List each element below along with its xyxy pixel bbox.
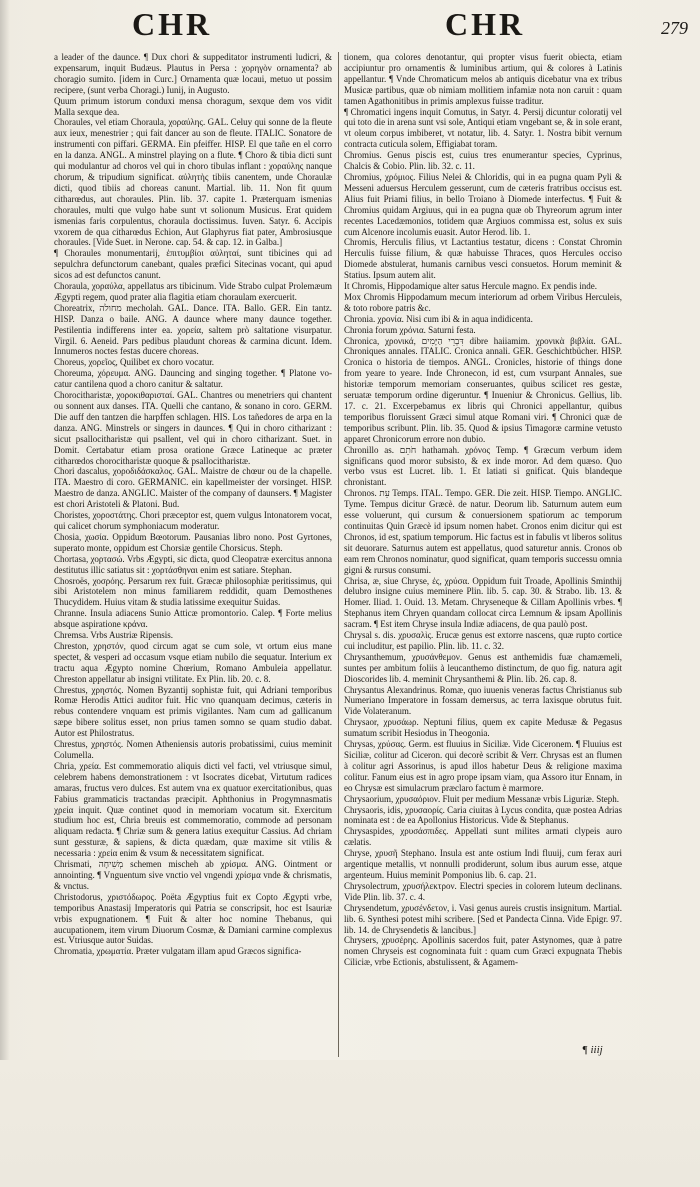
- running-head-left: CHR: [132, 6, 213, 42]
- dictionary-entry: ¶ Chromatici ingens inquit Comutus, in Satyr. 4. Persij dicuntur coloratij vel qui toto die in arena sunt vsi sole, Antiqui etiam vngebant se, & in sole erant, vt oleum corpus imbiberet, vt notatur, lib. 4. Satyr. 1. Nostra bibit vernum contracta cuticula solem, Effigiabat toram.: [344, 106, 622, 150]
- dictionary-entry: tionem, qua colores denotantur, qui propter visus fuerit obiecta, etiam accipiuntur pro ornamentis & luminibus artium, qui & colores à Latinis appellantur. ¶ Vnde Chromaticum melos ab antiquis dicebatur vna ex tribus Musicæ partibus, quæ ob nimiam mollitiem infamiæ nota non caruit : quam tamen Agathonitibus in primis amplexus fuisse traditur.: [344, 52, 622, 106]
- dictionary-entry: Chrysolectrum, χρυσήλεκτρον. Electri species in colorem luteum declinans. Vide Plin. lib. 37. c. 4.: [344, 880, 622, 902]
- dictionary-entry: Chrysanthemum, χρυσάνθεμον. Genus est anthemidis fuæ chamæmeli, suntes per ambitum foliis à leucanthemo distinctum, de quo fig. natura agit Dioscorides lib. 4. meminit Chrysanthemi & Plin. lib. 26. cap. 8.: [344, 651, 622, 684]
- dictionary-entry: Christodorus, χριστόδωρος. Poëta Ægyptius fuit ex Copto Ægypti vrbe, temporibus Anastasij Imperatoris qui Patria se conscripsit, hoc est Isauriæ vrbis expugnationem. ¶ Fuit & alter hoc nomine Thebanus, qui aucupationem, item virum Diuorum Cosmæ, & Damiani carmine complexus est. Vtriusque autor Suidas.: [54, 891, 332, 946]
- dictionary-entry: Chremsa. Vrbs Austriæ Ripensis.: [54, 630, 174, 641]
- dictionary-entry: Choreus, χορεῖος, Quilibet ex choro vocatur.: [54, 357, 215, 368]
- dictionary-entry: Chrestus, χρηστός. Nomen Byzantij sophistæ fuit, qui Adriani temporibus Romæ Herodis Attici auditor fuit. Hic vno quanquam decimus, cæteris in rebus contendere vnquam est primis vigilantes. Nam cum ad gallicanum sæpe bibere solitus esset, non prius tamen somno se quam studio dabat. Autor est Philostratus.: [54, 684, 332, 739]
- left-column: [54, 52, 332, 1062]
- page-number: 279: [661, 18, 688, 38]
- dictionary-entry: Chori dascalus, χοροδιδάσκαλος. GAL. Maistre de chœur ou de la chapelle. ITA. Maestro di coro. GERMANIC. ein kapellmeister der vorsinget. HISP. Maestro de danza. ANGLIC. Maister of the company of daunsers. ¶ Magister est chori Aristoteli & Platoni. Bud.: [54, 466, 332, 510]
- dictionary-entry: Choreatrix, מחולה mecholah. GAL. Dance. ITA. Ballo. GER. Ein tantz. HISP. Danza o baile. ANG. A daunce where many daunce together. Pestilentia indifferens inter ea. χορεία, saltem prò saltatione visurpatur. Virgil. 6. Aeneid. Pars pedibus plaudunt choreas & carmina dicunt. Idem. Innumeros noctes festas ducere choreas.: [54, 302, 332, 357]
- dictionary-entry: Mox Chromis Hippodamum mecum interiorum ad orbem Viribus Herculeis, & toto robore patris &c.: [344, 291, 622, 313]
- dictionary-entry: Chryse, χρυσῆ Stephano. Insula est ante ostium Indi fluuij, cum ferax auri argentique metallis, vt nonnulli prodiderunt, solum ibus aurum esse, atque argenteum. Huius meminit Pomponius lib. 6. cap. 21.: [344, 848, 622, 880]
- dictionary-entry: Chronos. עֵת Temps. ITAL. Tempo. GER. Die zeit. HISP. Tiempo. ANGLIC. Tyme. Tempus dicitur Græcè. de natur. Deorum lib. Saturnum autem eum esse voluerunt, qui cursum & conuersionem spatiorum ac temporum continuitas Quin Græcè id ipsum nomen habet. Cronos enim dicitur qui est Chronos, id est, spatium temporum. Hic factus est in fabulis vt liberos solitus sit deuorare. Saturnus autem est appellatus, quod saturetur annis. Cronos ob eam rem Chronos nominatur, quod significat, quam temporis successu omnia gigni & rursus consumi.: [344, 488, 622, 575]
- column-divider: [338, 52, 339, 1057]
- dictionary-entry: Chronillo as. חֹתֵם hathamah. χρόνος Temp. ¶ Græcum verbum idem significans quod moror subsisto, & ex inde moror. Ad dem quæso. Quo verbo vsus est Lucret. lib. 1. Et latiati si gnificat. Quis blandeque chronistant.: [344, 444, 622, 488]
- dictionary-entry: Choraules, vel etiam Choraula, χοραύλης. GAL. Celuy qui sonne de la fleute aux ieux, menestrier ; qui fait dancer au son de fleute. ITALIC. Sonatore de instrumenti con piffari. GERMA. Ein pfeiffer. HISP. El que tañe en el corro en la danza. ANGL. A minstrel playing on a flute. ¶ Choro & tibia dicti sunt qui modulantur ad choros vel qui in choro tibulas inflant : χοραύλης nanque chorum, & tripudium significat. αὐλητὴς tibiis canentem, unde Choraulæ dicti, quod tibiis ad choreas canunt. Martial. lib. 11. Non fit quum citharœdus, aut choraules. Plin. lib. 37. capite 1. Præterquam ismenias choraules, multi que vulgo habe sunt vt solionum Musicus. Erat quidem ismenias faris corpulentus, choraula doctissimus. Iuven. Satyr. 6. Accipis vxorem de qua citharœdus Echion, Aut Glaphyrus fiat pater, Ambrosiusque choraules. [Vide Suet. in Nerone. cap. 54. & cap. 12. in Galba.]: [54, 117, 332, 248]
- dictionary-entry: ¶ Choraules monumentarij, ἐπιτυμβίοι αὐληταί, sunt tibicines qui ad sepulchra defunctorum canebant, quales præfici Sitecinas vocant, qui apud sicos ad est defunctos canunt.: [54, 248, 332, 281]
- dictionary-entry: Chrysaorium, χρυσαόριον. Fluit per medium Messanæ vrbis Liguriæ. Steph.: [344, 793, 619, 804]
- dictionary-entry: Chrismati, מְשִׁיחָה schemen mischeh ab χρίσμα. ANG. Ointment or annointing. ¶ Vnguentum sive vnctio vel vngendi χρίσμα vnde & chrismatis, & vnctus.: [54, 859, 332, 891]
- dictionary-entry: Chromius, χρόμιος. Filius Nelei & Chloridis, qui in ea pugna quam Pyli & Messeni aduersus Herculem gesserunt, cum de cæteris fratribus occisus est. Alius fuit Priami filius, in bello Troiano à Diomede interfectus. ¶ Fuit & Chromius quidam Argiuus, qui in ea pugna quæ ob Thyreorum agrum inter recentes Lacedæmonios, totidem quæ Argiuos commissa est, solus ex suis cum Alcenore incolumis euasit. Autor Herod. lib. 1.: [344, 171, 622, 237]
- dictionary-entry: Chronia forum χρόνια. Saturni festa.: [344, 324, 476, 335]
- dictionary-entry: Chromius. Genus piscis est, cuius tres enumerantur species, Cyprinus, Chalcis & Cobio. Plin. lib. 32. c. 11.: [344, 150, 622, 172]
- dictionary-entry: Chrysaoris, idis, χρυσαορίς. Caria ciuitas à Lycus condita, quæ postea Adrias nominata est : de ea Apollonius Historicus. Vide & Stephanus.: [344, 804, 622, 826]
- dictionary-entry: Chranne. Insula adiacens Sunio Atticæ promontorio. Calep. ¶ Forte melius absque aspiratione κράνα.: [54, 608, 332, 630]
- dictionary-entry: Chosroës, χοσρόης. Persarum rex fuit. Græcæ philosophiæ peritissimus, qui sibi Aristotelem non minus familiarem reddidit, quam Demosthenes Thucydidem. Huius vitam & studia latissime exequitur Suidas.: [54, 575, 332, 608]
- dictionary-entry: Chorocitharistæ, χοροκιθαρισταί. GAL. Chantres ou menetriers qui chantent ou sonnent aux danses. ITA. Quelli che cantano, & sonano in coro. GERM. Die auff den tantzen die harpffen schlagen. HIS. Los tañedores de arpa en la danza. ANG. Minstrels or singers in daunces. ¶ Qui in choro citharizant : sicut psallocitharistæ qui psallent, vel qui in choro citharizant. Suet. in Domit. Certabatur etiam prosa oratione Græce Latineque ac præter citharœdos chorocitharistæ quoque & psallocitharistæ.: [54, 390, 332, 466]
- dictionary-entry: It Chromis, Hippodamique alter satus Hercule magno. Ex pendis inde.: [344, 281, 597, 292]
- dictionary-entry: Choraula, χοραύλα, appellatus ars tibicinum. Vide Strabo culpat Prolemæum Ægypti regem, quod prater alia flagitia etiam choraulam exercuerit.: [54, 281, 332, 302]
- dictionary-entry: Chronia. χρονία. Nisi cum ibi & in aqua indidicenta.: [344, 313, 533, 324]
- dictionary-entry: Chortasa, χορτασώ. Vrbs Ægypti, sic dicta, quod Cleopatræ exercitus annona destitutus illic satiatus sit : χορτάσθηναι enim est satiare. Stephan.: [54, 553, 332, 575]
- dictionary-entry: Chrisa, æ, siue Chryse, ἐς, χρύσα. Oppidum fuit Troade, Apollinis Sminthij delubro insigne cuius meminere Plin. lib. 5. cap. 30. & Strabo. lib. 13. & Homer. Iliad. 1. Ouid. 13. Metam. Chryseneque & Cillam Apollinis vrbes. ¶ Stephanus item Chryen quandam collocat circa Lemnum & ipsam Apollinis sacram. ¶ Est item Chryse insula Indiæ adiacens, de qua paulò post.: [344, 575, 622, 630]
- dictionary-entry: Chrysaor, χρυσάωρ. Neptuni filius, quem ex capite Medusæ & Pegasus sumatum scribit Hesiodus in Theogonia.: [344, 717, 622, 739]
- dictionary-entry: Chrysendetum, χρυσένδετον, i. Vasi genus aureis crustis insignitum. Martial. lib. 6. Synthesi potest mihi scribere. [Sed et Pandecta Cinna. Vide Epigr. 97. lib. 14. de Chrysendetis & lancibus.]: [344, 902, 622, 935]
- signature-mark: ¶ iiij: [582, 1044, 603, 1056]
- dictionary-entry: Chromatia, χρωματία. Præter vulgatam illam apud Græcos significa-: [54, 946, 302, 957]
- dictionary-entry: Chronica, χρονικά, דִּבְרֵי הַיָּמִים dibre haiiamim. χρονικὰ βιβλία. GAL. Chroniques annales. ITALIC. Cronica annali. GER. Geschichtbücher. HISP. Cronica o historia de tiempos. ANGL. Cronicles, historie of things done from yeare to yeare. Inde Chronecon, id est, cum vsurpant Annales, sue historiæ temporum memoriam conseruantes, quibus scilicet res gestæ, seruatæ temporum ordine digeruntur. ¶ Inueniur & Chronicus. Gellius, lib. 17. c. 21. Excerpebamus ex libris qui Chronici appellantur, quibus temporibus floruissent Græci simul atque Romani viri. ¶ Chronici quæ de temporibus scribunt. Plin. lib. 35. Quod & ipsius Timagoræ carmine vetusto apparet Chronicorum errore non dubio.: [344, 335, 622, 444]
- page-header: [20, 6, 688, 48]
- dictionary-entry: Chosia, χωσία. Oppidum Bœotorum. Pausanias libro nono. Post Gyrtones, superato monte, oppidum est Chorsiæ gentile Chorsicus. Steph.: [54, 531, 332, 553]
- dictionary-entry: Chria, χρεία. Est commemoratio aliquis dicti vel facti, vel vtriusque simul, celebrem habens demonstrationem : vt Isocrates dicebat, Virtutum radices amaras, fructus vero dulces. Est autem vna ex quatuor exercitationibus, quas Fabius grammaticis tractandas præcipit. Aphthonius in Progymnasmatis χρεία inquit. Quæ continet quod in memoriam vocatum sit. Exercitum studium hoc est, Chria breuis est commemoratio, commode ad personam aliquam redacta. ¶ Chriæ sum & genera latius exequitur Cassius. Ad chriam sunt gessturæ, & sapiens, & dicta quædam, quæ maxime sit vtilis & necessaria : χρεία enim & vsum & necessitatem significat.: [54, 760, 332, 859]
- dictionary-entry: Chrysantus Alexandrinus. Romæ, quo iuuenis veneras factus Christianus sub Numeriano Imperatore in fossam demersus, ac terra laxisque obrutus fuit. Vide Volateranum.: [344, 684, 622, 717]
- dictionary-entry: Chrysers, χρυσέρης. Apollinis sacerdos fuit, pater Astynomes, quæ à patre nomen Chryseis est cognominata fuit : quam cum Græci expugnata Thebis Ciliciæ, vrbe Ectionis, abstulissent, & Agamem-: [344, 935, 622, 968]
- dictionary-entry: a leader of the daunce. ¶ Dux chori & suppeditator instrumenti ludicri, & expensarum, inquit Budæus. Plautus in Persa : χορηγὸν ornamenta? ab choragio sumito. [idem in Curc.] Ornamenta quæ locaui, metuo ut possim recipere, (sunt verba Choragi.) Iunij, in Augusto.: [54, 52, 332, 95]
- running-head-right: CHR: [445, 6, 526, 42]
- dictionary-entry: Chreston, χρηστόν, quod circum agat se cum sole, vt ortum eius mane spectet, & vesperi ad occasum vsque etiam nubilo die sequatur. Interium ex tractu aqua Ægypto nomine Chœrium, Romano Ambuleia appellatur. Chreston appellatur ab insigni vtilitate. Ex Plin. lib. 20. c. 8.: [54, 640, 332, 684]
- dictionary-entry: Chrysal s. dis. χρυσαλὶς. Erucæ genus est extorre nascens, quæ rupto cortice cui includitur, est papilio. Plin. lib. 11. c. 32.: [344, 630, 622, 651]
- dictionary-entry: Chromis, Herculis filius, vt Lactantius testatur, dicens : Constat Chromin Herculis fuisse filium, & quæ habuisse Thraces, quos Hercules occiso Diomede abstulerat, humanis carnibus vesci consuetos. Horum meminit & Statius. Ipsum autem alit.: [344, 237, 622, 281]
- dictionary-entry: Chrysaspides, χρυσάσπιδες. Appellati sunt milites armati clypeis auro cælatis.: [344, 826, 622, 848]
- dictionary-entry: Quum primum istorum conduxi mensa choragum, sexque dem vos vidit Malla sexque dea.: [54, 95, 332, 117]
- gutter-shadow: [0, 0, 10, 1187]
- dictionary-entry: Chrysas, χρύσας. Germ. est fluuius in Siciliæ. Vide Ciceronem. ¶ Fluuius est Siciliæ, colitur ad Ciceron. qui decorè scribit & Verr. Chrysas est an flumen à colitur agri Assorinus, is apud illos habetur Deus & religione maxima colitur. Fanum eius est in agro prope ipsam viam, qua Assoro itur Ennam, in eo Chrysæ est simulacrum præclaro factum è marmore.: [344, 739, 622, 793]
- bottom-margin: [0, 1060, 700, 1187]
- dictionary-entry: Choristes, χοροστάτης. Chori præceptor est, quem vulgus Intonatorem vocat, qui calicet chorum symphoniacum moderatur.: [54, 510, 332, 531]
- dictionary-entry: Chrestus, χρηστός. Nomen Atheniensis autoris probatissimi, cuius meminit Columella.: [54, 739, 332, 760]
- right-column: [344, 52, 622, 1062]
- dictionary-entry: Choreuma, χόρευμα. ANG. Dauncing and singing together. ¶ Platone vocatur cantilena quod a choro canitur & saltatur.: [54, 368, 332, 390]
